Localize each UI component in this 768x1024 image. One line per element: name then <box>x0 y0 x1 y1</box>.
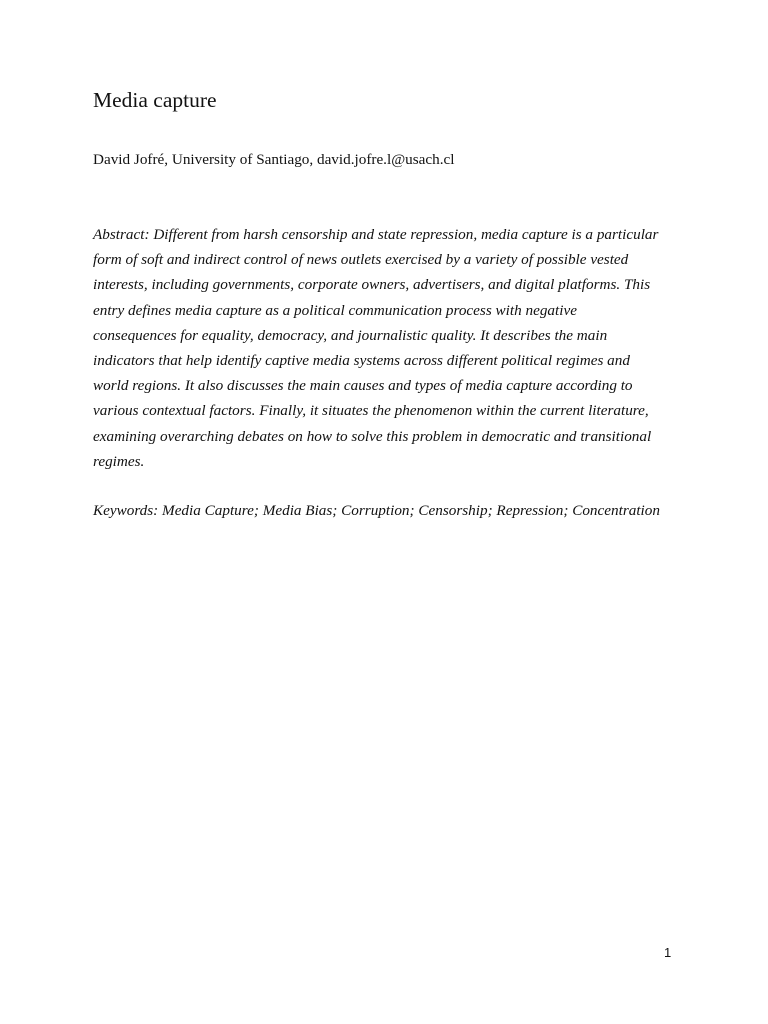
abstract-line: examining overarching debates on how to solve this problem in democratic and transitional <box>93 427 652 445</box>
abstract-line: form of soft and indirect control of news outlets exercised by a variety of possible vested <box>93 251 629 269</box>
abstract-line: entry defines media capture as a political communication process with negative <box>93 301 577 319</box>
keywords-line: Keywords: Media Capture; Media Bias; Corruption; Censorship; Repression; Concentration <box>93 502 660 519</box>
page-number: 1 <box>664 945 672 960</box>
abstract-line: Abstract: Different from harsh censorship and state repression, media capture is a particular <box>93 226 659 243</box>
abstract-line: various contextual factors. Finally, it situates the phenomenon within the current literature, <box>93 402 649 420</box>
paper-title: Media capture <box>93 88 217 112</box>
abstract-line: regimes. <box>93 452 145 470</box>
abstract-line: world regions. It also discusses the main causes and types of media capture according to <box>93 377 633 395</box>
abstract-line: indicators that help identify captive media systems across different political regimes and <box>93 351 630 369</box>
abstract-line: interests, including governments, corporate owners, advertisers, and digital platforms. This <box>93 276 651 294</box>
author-line: David Jofré, University of Santiago, david.jofre.l@usach.cl <box>93 151 455 168</box>
abstract-paragraph <box>93 222 683 474</box>
abstract-line: consequences for equality, democracy, and journalistic quality. It describes the main <box>93 326 608 344</box>
